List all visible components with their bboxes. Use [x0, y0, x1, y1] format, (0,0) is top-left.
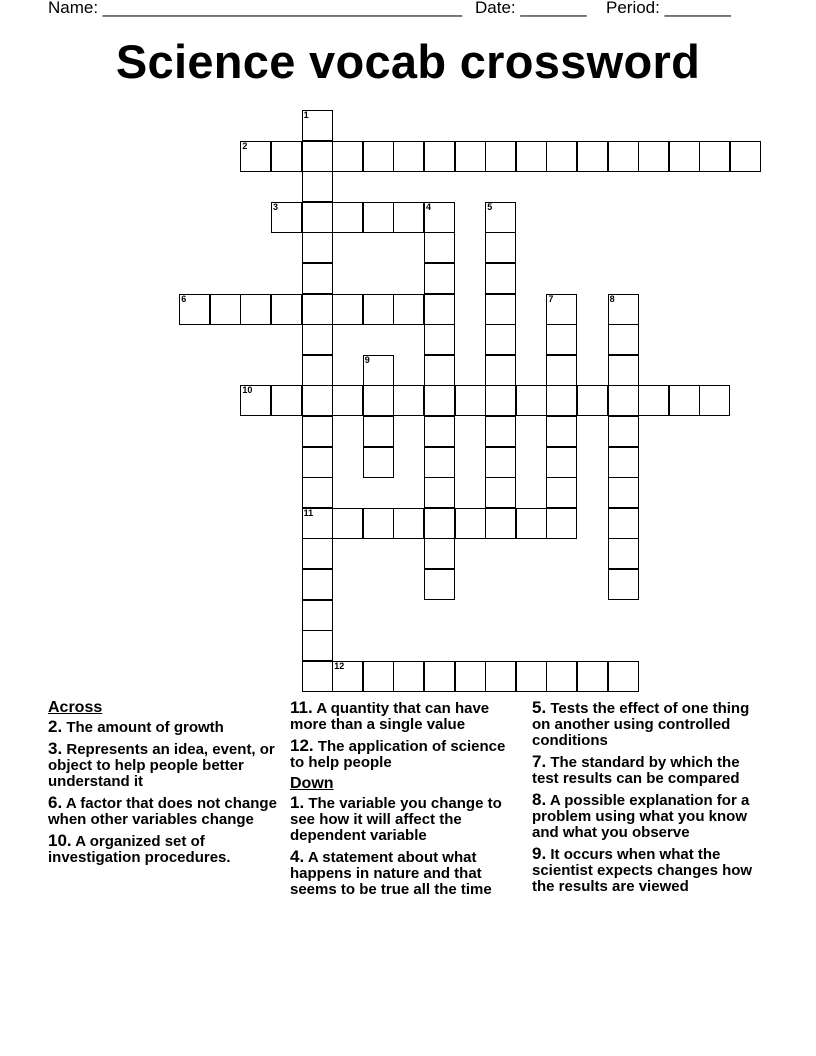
cell-number: 10 — [242, 385, 253, 396]
cell-number: 1 — [303, 110, 309, 120]
grid-cell[interactable] — [424, 294, 455, 325]
grid-cell[interactable] — [455, 661, 486, 692]
grid-cell[interactable] — [393, 661, 424, 692]
grid-cell[interactable] — [608, 324, 639, 355]
grid-cell[interactable] — [302, 630, 333, 661]
grid-cell[interactable] — [638, 141, 669, 172]
grid-cell[interactable] — [393, 508, 424, 539]
grid-cell[interactable] — [608, 355, 639, 386]
date-field[interactable]: Date: _______ — [475, 0, 587, 17]
down-clue-7: 7. The standard by which the test results can be compared — [532, 752, 740, 787]
grid-cell[interactable] — [302, 447, 333, 478]
grid-cell[interactable] — [271, 385, 302, 416]
grid-cell[interactable] — [302, 232, 333, 263]
grid-cell[interactable] — [546, 294, 577, 325]
grid-cell[interactable] — [302, 263, 333, 294]
across-clue-6: 6. A factor that does not change when other variables change — [48, 793, 277, 828]
grid-cell[interactable] — [546, 324, 577, 355]
cell-number: 8 — [609, 293, 615, 304]
grid-cell[interactable] — [516, 141, 547, 172]
grid-cell[interactable] — [302, 477, 333, 508]
grid-cell[interactable] — [424, 416, 455, 447]
grid-cell[interactable] — [424, 508, 455, 539]
down-heading: Down — [290, 775, 334, 792]
grid-cell[interactable] — [393, 202, 424, 233]
grid-cell[interactable] — [608, 569, 639, 600]
grid-cell[interactable] — [210, 294, 241, 325]
grid-cell[interactable] — [302, 600, 333, 631]
grid-cell[interactable] — [608, 416, 639, 447]
grid-cell[interactable] — [638, 385, 669, 416]
clues-column-3 — [532, 700, 768, 900]
grid-cell[interactable] — [302, 569, 333, 600]
grid-cell[interactable] — [332, 141, 363, 172]
down-clue-4: 4. A statement about what happens in nature and that seems to be true all the time — [290, 847, 492, 898]
grid-cell[interactable] — [546, 447, 577, 478]
grid-cell[interactable] — [424, 141, 455, 172]
grid-cell[interactable] — [302, 324, 333, 355]
grid-cell[interactable] — [424, 324, 455, 355]
down-clue-1: 1. The variable you change to see how it will affect the dependent variable — [290, 793, 502, 844]
grid-cell[interactable] — [424, 447, 455, 478]
down-clue-8: 8. A possible explanation for a problem using what you know and what you observe — [532, 790, 750, 841]
grid-cell[interactable] — [302, 202, 333, 233]
grid-cell[interactable] — [485, 294, 516, 325]
grid-cell[interactable] — [363, 508, 394, 539]
grid-cell[interactable] — [363, 202, 394, 233]
page-title: Science vocab crossword — [115, 35, 701, 88]
grid-cell[interactable] — [302, 508, 333, 539]
grid-cell[interactable] — [271, 141, 302, 172]
grid-cell[interactable] — [393, 385, 424, 416]
grid-cell[interactable] — [577, 661, 608, 692]
down-clue-9: 9. It occurs when what the scientist expects changes how the results are viewed — [532, 844, 753, 895]
grid-cell[interactable] — [424, 569, 455, 600]
grid-cell[interactable] — [608, 508, 639, 539]
cell-number: 2 — [242, 140, 248, 151]
grid-cell[interactable] — [608, 385, 639, 416]
grid-cell[interactable] — [485, 324, 516, 355]
grid-cell[interactable] — [516, 661, 547, 692]
grid-cell[interactable] — [271, 294, 302, 325]
grid-cell[interactable] — [608, 538, 639, 569]
grid-cell[interactable] — [699, 141, 730, 172]
grid-cell[interactable] — [424, 538, 455, 569]
grid-cell[interactable] — [332, 385, 363, 416]
cell-number: 11 — [303, 507, 314, 518]
grid-cell[interactable] — [546, 355, 577, 386]
grid-cell[interactable] — [546, 416, 577, 447]
grid-cell[interactable] — [302, 661, 333, 692]
grid-cell[interactable] — [699, 385, 730, 416]
grid-cell[interactable] — [485, 263, 516, 294]
grid-cell[interactable] — [240, 294, 271, 325]
grid-cell[interactable] — [302, 416, 333, 447]
grid-cell[interactable] — [730, 141, 761, 172]
grid-cell[interactable] — [608, 294, 639, 325]
grid-cell[interactable] — [516, 385, 547, 416]
across-clue-3: 3. Represents an idea, event, or object to help people better understand it — [48, 739, 275, 790]
grid-cell[interactable] — [240, 141, 271, 172]
clues-column-2 — [290, 700, 522, 903]
grid-cell[interactable] — [302, 538, 333, 569]
grid-cell[interactable] — [332, 508, 363, 539]
grid-cell[interactable] — [455, 141, 486, 172]
grid-cell[interactable] — [302, 294, 333, 325]
grid-cell[interactable] — [363, 661, 394, 692]
across-clue-12: 12. The application of science to help people — [290, 736, 506, 771]
period-field[interactable]: Period: _______ — [606, 0, 731, 17]
grid-cell[interactable] — [302, 141, 333, 172]
grid-cell[interactable] — [485, 416, 516, 447]
grid-cell[interactable] — [485, 477, 516, 508]
grid-cell[interactable] — [240, 385, 271, 416]
grid-cell[interactable] — [669, 385, 700, 416]
grid-cell[interactable] — [363, 416, 394, 447]
grid-cell[interactable] — [485, 661, 516, 692]
grid-cell[interactable] — [608, 477, 639, 508]
name-field[interactable]: Name: ______________________________________ — [48, 0, 463, 17]
grid-cell[interactable] — [577, 141, 608, 172]
across-clue-10: 10. A organized set of investigation procedures. — [48, 831, 231, 866]
grid-cell[interactable] — [516, 508, 547, 539]
grid-cell[interactable] — [332, 294, 363, 325]
cell-number: 5 — [487, 201, 493, 212]
grid-cell[interactable] — [302, 171, 333, 202]
cell-number: 3 — [273, 201, 279, 212]
down-clue-5: 5. Tests the effect of one thing on another using controlled conditions — [532, 698, 750, 749]
grid-cell[interactable] — [393, 141, 424, 172]
grid-cell[interactable] — [424, 232, 455, 263]
clues-column-1 — [48, 700, 278, 871]
grid-cell[interactable] — [546, 141, 577, 172]
across-clue-2: 2. The amount of growth — [48, 717, 224, 736]
grid-cell[interactable] — [363, 355, 394, 386]
grid-cell[interactable] — [546, 508, 577, 539]
grid-cell[interactable] — [332, 202, 363, 233]
grid-cell[interactable] — [546, 661, 577, 692]
grid-cell[interactable] — [332, 661, 363, 692]
grid-cell[interactable] — [669, 141, 700, 172]
grid-cell[interactable] — [608, 447, 639, 478]
grid-cell[interactable] — [577, 385, 608, 416]
grid-cell[interactable] — [302, 355, 333, 386]
grid-cell[interactable] — [363, 385, 394, 416]
grid-cell[interactable] — [608, 141, 639, 172]
grid-cell[interactable] — [424, 477, 455, 508]
grid-cell[interactable] — [363, 294, 394, 325]
grid-cell[interactable] — [608, 661, 639, 692]
across-clue-11: 11. A quantity that can have more than a single value — [290, 698, 490, 733]
grid-cell[interactable] — [363, 447, 394, 478]
grid-cell[interactable] — [302, 385, 333, 416]
grid-cell[interactable] — [393, 294, 424, 325]
grid-cell[interactable] — [424, 661, 455, 692]
grid-cell[interactable] — [485, 385, 516, 416]
grid-cell[interactable] — [455, 508, 486, 539]
cell-number: 7 — [548, 293, 554, 304]
grid-cell[interactable] — [424, 355, 455, 386]
cell-number: 6 — [181, 293, 187, 304]
grid-cell[interactable] — [485, 141, 516, 172]
grid-cell[interactable] — [271, 202, 302, 233]
grid-cell[interactable] — [424, 263, 455, 294]
grid-cell[interactable] — [302, 110, 333, 141]
cell-number: 12 — [334, 660, 345, 671]
grid-cell[interactable] — [485, 355, 516, 386]
grid-cell[interactable] — [485, 202, 516, 233]
across-heading: Across — [48, 699, 103, 716]
grid-cell[interactable] — [179, 294, 210, 325]
grid-cell[interactable] — [363, 141, 394, 172]
grid-cell[interactable] — [424, 202, 455, 233]
cell-number: 9 — [364, 354, 370, 365]
grid-cell[interactable] — [485, 508, 516, 539]
grid-cell[interactable] — [485, 447, 516, 478]
grid-cell[interactable] — [455, 385, 486, 416]
grid-cell[interactable] — [485, 232, 516, 263]
grid-cell[interactable] — [424, 385, 455, 416]
grid-cell[interactable] — [546, 477, 577, 508]
cell-number: 4 — [426, 201, 432, 212]
grid-cell[interactable] — [546, 385, 577, 416]
